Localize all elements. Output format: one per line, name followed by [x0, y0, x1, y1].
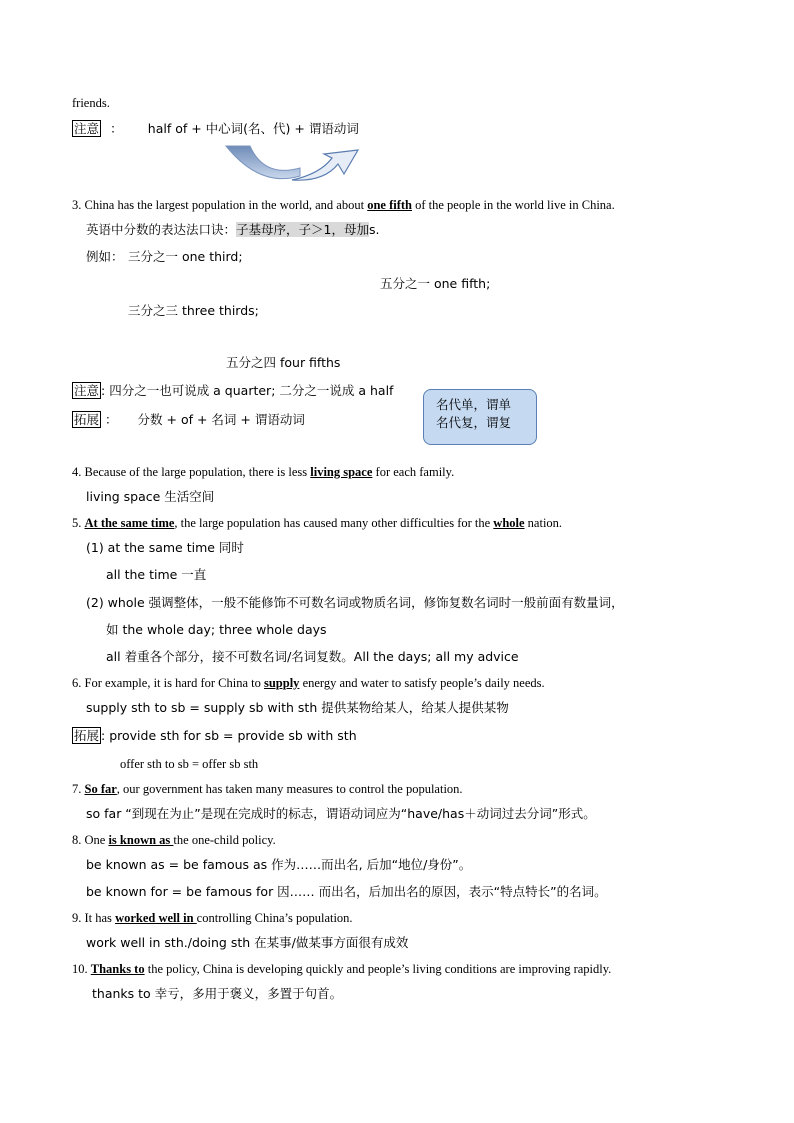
sentence-6-pre: 6. For example, it is hard for China to — [72, 676, 264, 690]
extension-offer: offer sth to sb = offer sb sth — [120, 757, 259, 771]
ext1-label: 拓展 — [74, 412, 100, 427]
example-2: 五分之一 one fifth; — [380, 276, 491, 291]
extension-fraction — [72, 412, 305, 428]
rule-highlight: 子基母序，子＞1，母加 — [236, 222, 369, 237]
rule-pre: 英语中分数的表达法口诀： — [86, 222, 237, 237]
sentence-4-key: living space — [310, 465, 373, 479]
note-sep: ： — [110, 121, 123, 136]
sentence-6-key: supply — [263, 676, 300, 690]
extension-provide — [72, 728, 357, 744]
sentence-9-pre: 9. It has — [72, 911, 116, 925]
note-quarter — [72, 383, 393, 399]
callout-line-2: 名代复，谓复 — [436, 415, 512, 430]
sentence-10 — [72, 961, 611, 977]
ext2-text: : provide sth for sb = provide sb with sth — [101, 728, 357, 743]
sentence-5-note-2: all the time 一直 — [106, 567, 207, 582]
callout-line-1: 名代单，谓单 — [436, 397, 512, 412]
sentence-7-pre: 7. — [72, 782, 85, 796]
sentence-8-key: is known as — [108, 833, 174, 847]
fraction-rule — [86, 222, 379, 238]
sentence-5-note-3: (2) whole 强调整体，一般不能修饰不可数名词或物质名词，修饰复数名词时一般前面有数量词， — [86, 595, 624, 610]
ext1-formula: 分数 + of + 名词 + 谓语动词 — [137, 412, 305, 427]
sentence-5-note-5: all 着重各个部分，接不可数名词/名词复数。All the days; all my advice — [106, 649, 519, 664]
sentence-7-post: , our government has taken many measures to control the population. — [116, 782, 463, 796]
example-1: 三分之一 one third; — [128, 249, 243, 264]
example-label: 例如： — [86, 249, 124, 264]
note-formula: half of + 中心词(名、代) + 谓语动词 — [147, 121, 359, 136]
sentence-4 — [72, 464, 454, 480]
sentence-6-post: energy and water to satisfy people’s daily needs. — [299, 676, 545, 690]
sentence-5-post: nation. — [524, 516, 563, 530]
rule-post: s. — [368, 222, 380, 237]
ext1-sep: ： — [105, 412, 118, 427]
sentence-7-key: So far — [84, 782, 117, 796]
sentence-8-post: the one-child policy. — [173, 833, 276, 847]
sentence-5-mid: , the large population has caused many other difficulties for the — [174, 516, 494, 530]
sentence-10-pre: 10. — [72, 962, 91, 976]
sentence-8-note-2: be known for = be famous for 因…… 而出名，后加出名的原因，表示“特点特长”的名词。 — [86, 884, 607, 899]
sentence-7-note: so far “到现在为止”是现在完成时的标志，谓语动词应为“have/has＋动词过去分词”形式。 — [86, 806, 596, 821]
sentence-10-key: Thanks to — [90, 962, 145, 976]
ext2-label: 拓展 — [74, 728, 100, 743]
sentence-5-note-4: 如 the whole day; three whole days — [106, 622, 327, 637]
sentence-8-note-1: be known as = be famous as 作为……而出名, 后加“地位/身份”。 — [86, 857, 472, 872]
sentence-10-post: the policy, China is developing quickly and people’s living conditions are improving rapidly. — [144, 962, 612, 976]
sentence-9-note: work well in sth./doing sth 在某事/做某事方面很有成效 — [86, 935, 409, 950]
note2-text: : 四分之一也可说成 a quarter; 二分之一说成 a half — [101, 383, 394, 398]
sentence-4-note: living space 生活空间 — [86, 489, 215, 504]
curved-arrow-icon — [220, 140, 370, 185]
sentence-9-post: controlling China’s population. — [196, 911, 353, 925]
note-label: 注意 — [74, 121, 100, 136]
sentence-8-pre: 8. One — [72, 833, 109, 847]
sentence-6-note: supply sth to sb = supply sb with sth 提供某物给某人，给某人提供某物 — [86, 700, 509, 715]
sentence-5-key1: At the same time — [84, 516, 175, 530]
line-friends: friends. — [72, 96, 110, 110]
sentence-4-post: for each family. — [372, 465, 455, 479]
sentence-3 — [72, 197, 615, 213]
example-4: 五分之四 four fifths — [226, 355, 341, 370]
sentence-8 — [72, 832, 276, 848]
sentence-10-note: thanks to 幸亏，多用于褒义，多置于句首。 — [92, 986, 343, 1001]
sentence-5-key2: whole — [493, 516, 525, 530]
sentence-3-key: one fifth — [367, 198, 412, 212]
sentence-5 — [72, 515, 562, 531]
sentence-4-pre: 4. Because of the large population, there is less — [72, 465, 311, 479]
sentence-3-post: of the people in the world live in China. — [412, 198, 615, 212]
note-half-of — [72, 121, 359, 137]
sentence-9-key: worked well in — [115, 911, 197, 925]
sentence-9 — [72, 910, 353, 926]
example-3: 三分之三 three thirds; — [128, 303, 259, 318]
callout-box — [423, 389, 537, 445]
sentence-7 — [72, 781, 463, 797]
note2-label: 注意 — [74, 383, 100, 398]
sentence-5-num: 5. — [72, 516, 85, 530]
sentence-3-pre: 3. China has the largest population in the world, and about — [72, 198, 368, 212]
sentence-5-note-1: (1) at the same time 同时 — [86, 540, 244, 555]
sentence-6 — [72, 675, 545, 691]
